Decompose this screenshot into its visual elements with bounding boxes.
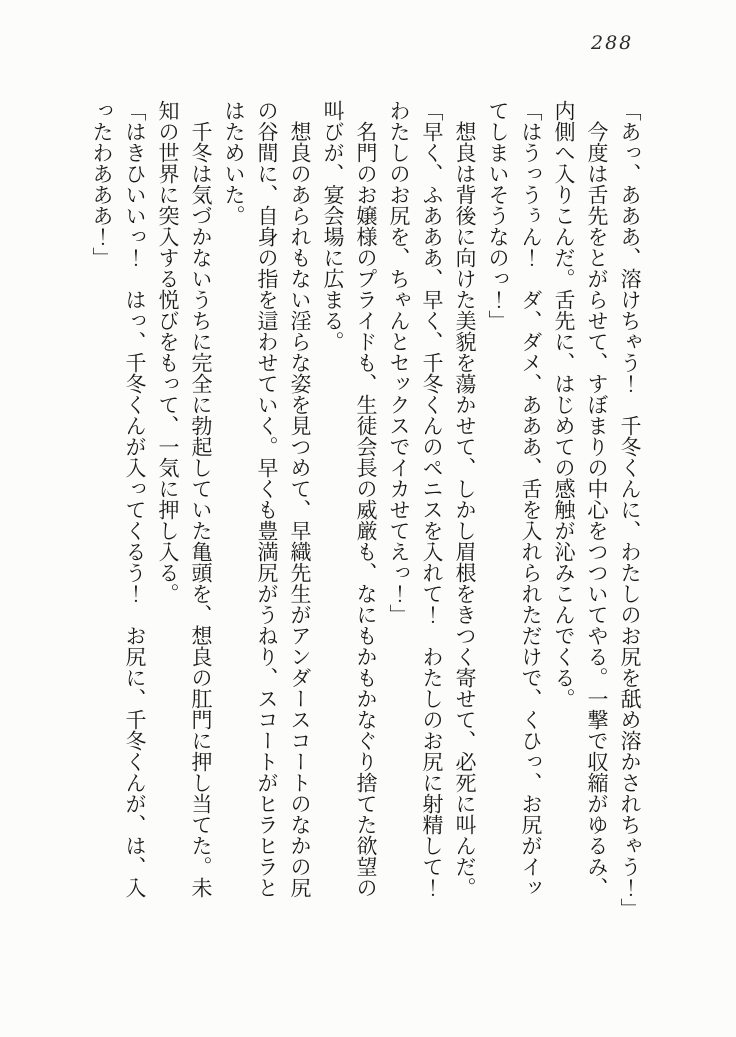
text-line: 知の世界に突入する悦びをもって、一気に押し入る。 — [156, 100, 180, 604]
text-line: 叫びが、宴会場に広まる。 — [321, 100, 345, 352]
text-line: 名門のお嬢様のプライドも、生徒会長の威厳も、なにもかもかなぐり捨てた欲望の — [354, 100, 378, 898]
text-line: 「はうっうぅん！ ダ、ダメ、あああ、舌を入れられただけで、くひっ、お尻がイッ — [519, 100, 543, 898]
text-line: 「はきひいいっ！ はっ、千冬くんが入ってくるう！ お尻に、千冬くんが、は、入 — [123, 100, 147, 898]
text-line: ったわあああ！」 — [90, 100, 114, 268]
text-line: 千冬は気づかないうちに完全に勃起していた亀頭を、想良の肛門に押し当てた。未 — [189, 100, 213, 898]
text-line: はためいた。 — [222, 100, 246, 226]
vertical-text-block — [85, 100, 646, 926]
text-line: の谷間に、自身の指を這わせていく。早くも豊満尻がうねり、スコートがヒラヒラと — [255, 100, 279, 898]
text-line: 想良のあられもない淫らな姿を見つめて、早織先生がアンダースコートのなかの尻 — [288, 100, 312, 898]
text-line: わたしのお尻を、ちゃんとセックスでイカせてえっ！」 — [387, 100, 411, 625]
text-line: 「あっ、あああ、溶けちゃう！ 千冬くんに、わたしのお尻を舐め溶かされちゃう！」 — [618, 100, 642, 919]
text-line: 今度は舌先をとがらせて、すぼまりの中心をつついてやる。一撃で収縮がゆるみ、 — [585, 100, 609, 898]
text-line: 想良は背後に向けた美貌を蕩かせて、しかし眉根をきつく寄せて、必死に叫んだ。 — [453, 100, 477, 898]
text-line: 「早く、ふあああ、早く、千冬くんのペニスを入れて！ わたしのお尻に射精して！ — [420, 100, 444, 898]
page-number: 288 — [591, 32, 634, 54]
text-line: てしまいそうなのっ！」 — [486, 100, 510, 331]
text-line: 内側へ入りこんだ。舌先に、はじめての感触が沁みこんでくる。 — [552, 100, 576, 709]
